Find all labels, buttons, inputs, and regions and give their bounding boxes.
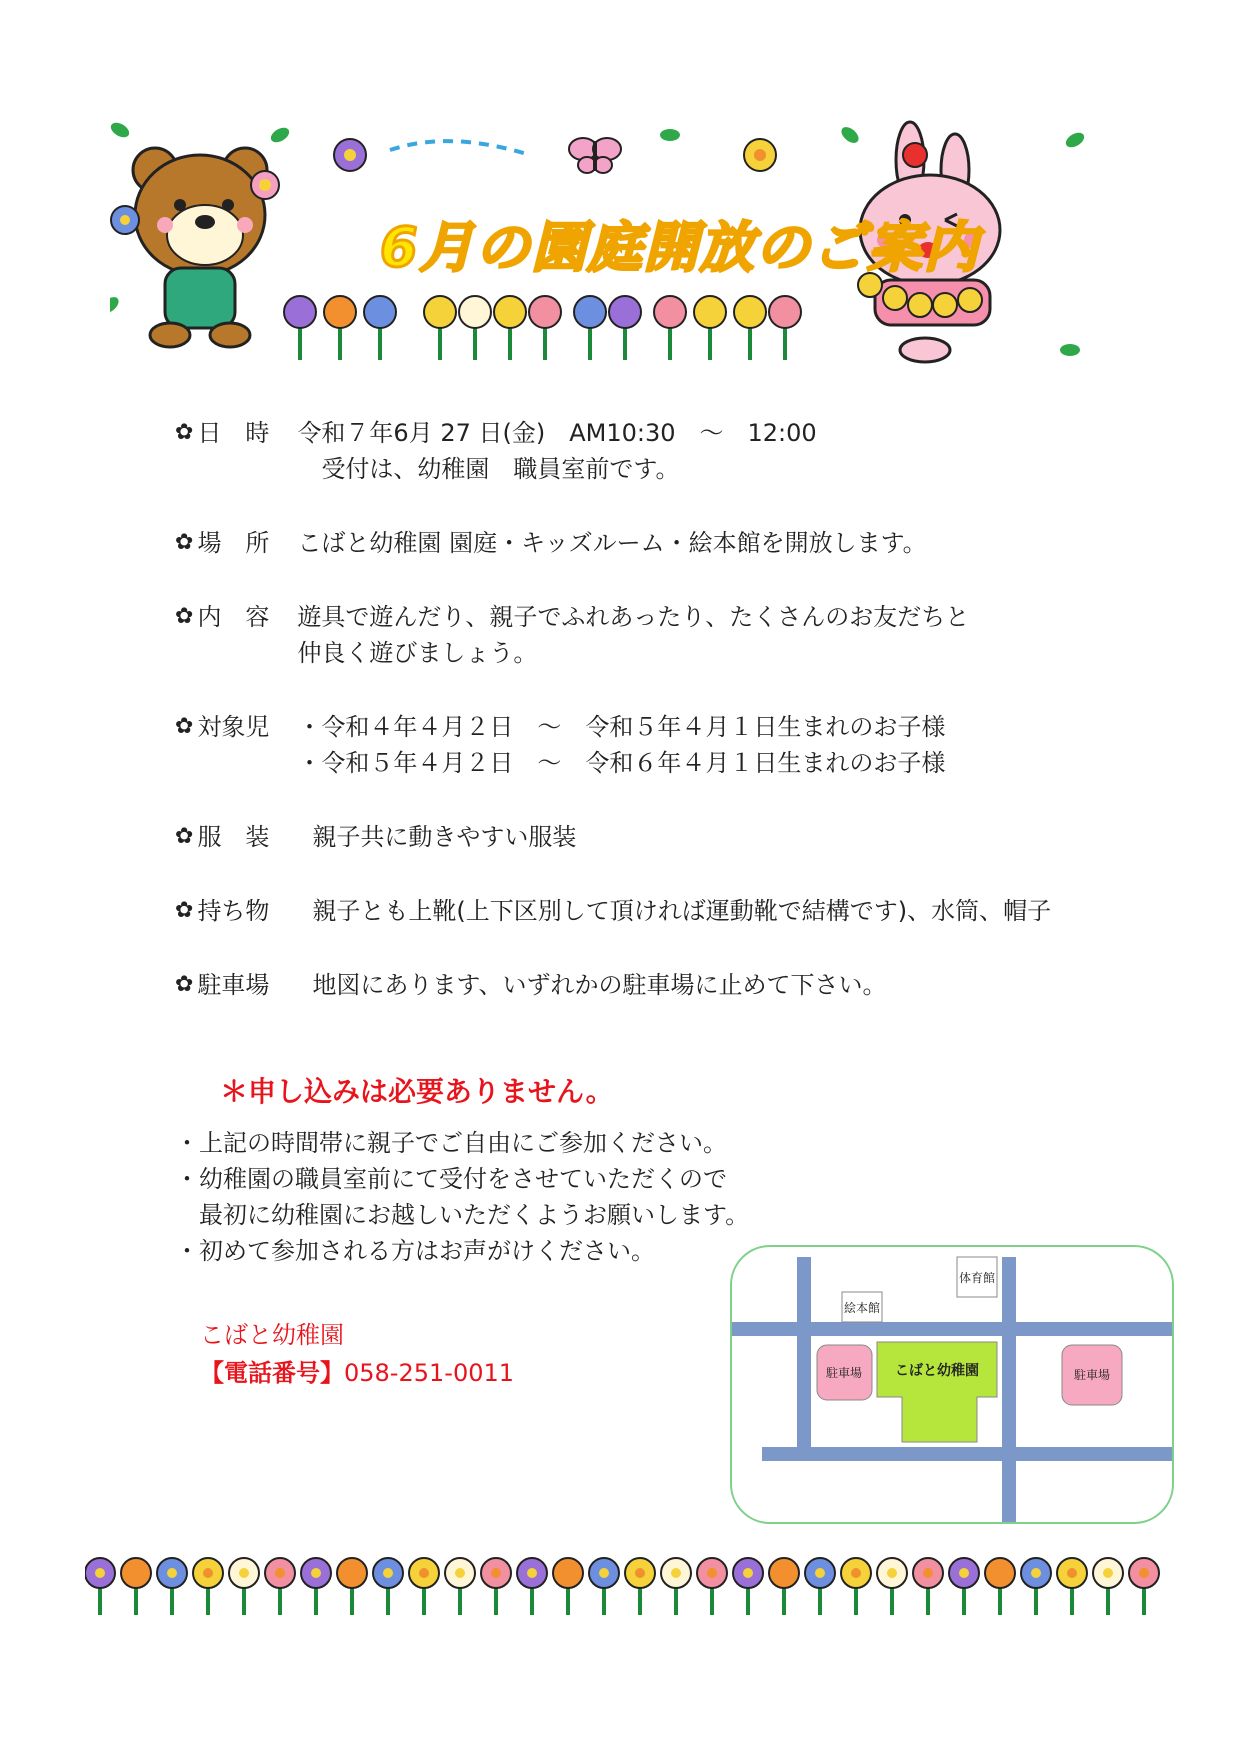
road-vertical-left	[797, 1257, 811, 1457]
row-value: 親子共に動きやすい服装	[312, 823, 577, 851]
row-label: 持ち物	[197, 897, 270, 925]
row-value: 地図にあります、いずれかの駐車場に止めて下さい。	[312, 971, 887, 999]
footer-flower-border	[85, 1545, 1185, 1620]
top-flower-icon	[334, 139, 776, 171]
note-item: 最初に幼稚園にお越しいただくようお願いします。	[175, 1201, 750, 1229]
row-value: 受付は、幼稚園 職員室前です。	[321, 455, 680, 483]
note-item: ・上記の時間帯に親子でご自由にご参加ください。	[175, 1129, 727, 1157]
no-registration-notice: ＊申し込みは必要ありません。	[220, 1075, 614, 1108]
bullet-flower-icon: ✿	[175, 714, 194, 739]
note-item: ・幼稚園の職員室前にて受付をさせていただくので	[175, 1165, 727, 1193]
access-map	[730, 1245, 1174, 1524]
map-label-parking-right: 駐車場	[1073, 1368, 1111, 1382]
phone-number: 058-251-0011	[344, 1359, 515, 1387]
info-row-target	[175, 709, 1125, 781]
flower-row-icon	[284, 296, 801, 360]
map-label-picture-book: 絵本館	[843, 1301, 881, 1315]
row-label: 対象児	[197, 713, 270, 741]
note-item: ・初めて参加される方はお声がけください。	[175, 1237, 655, 1265]
bear-illustration	[111, 148, 279, 347]
bullet-flower-icon: ✿	[175, 824, 194, 849]
info-row-clothing	[175, 819, 1125, 855]
school-name: こばと幼稚園	[200, 1321, 344, 1349]
map-label-parking-left: 駐車場	[825, 1366, 863, 1380]
row-value: 令和７年6月 27 日(金) AM10:30 ～ 12:00	[297, 419, 817, 447]
row-value: ・令和５年４月２日 ～ 令和６年４月１日生まれのお子様	[297, 749, 946, 777]
row-label: 場 所	[197, 529, 270, 557]
bullet-flower-icon: ✿	[175, 530, 194, 555]
footer-flower-icon	[85, 1558, 1159, 1615]
info-list	[175, 415, 1125, 1003]
map-drawing	[732, 1247, 1172, 1522]
phone-label: 【電話番号】	[200, 1359, 344, 1387]
bullet-flower-icon: ✿	[175, 420, 194, 445]
info-row-content	[175, 599, 1125, 671]
bullet-flower-icon: ✿	[175, 972, 194, 997]
row-value: 遊具で遊んだり、親子でふれあったり、たくさんのお友だちと	[297, 603, 970, 631]
row-value: ・令和４年４月２日 ～ 令和５年４月１日生まれのお子様	[297, 713, 946, 741]
row-label: 駐車場	[197, 971, 270, 999]
notes-list	[175, 1125, 749, 1269]
butterfly-icon	[569, 138, 621, 173]
row-value: こばと幼稚園 園庭・キッズルーム・絵本館を開放します。	[297, 529, 927, 557]
row-value: 仲良く遊びましょう。	[297, 639, 538, 667]
school-grounds	[877, 1342, 997, 1442]
info-row-parking	[175, 967, 1125, 1003]
bullet-flower-icon: ✿	[175, 604, 194, 629]
info-row-datetime	[175, 415, 1125, 487]
row-label: 内 容	[197, 603, 270, 631]
row-value: 親子とも上靴(上下区別して頂ければ運動靴で結構です)、水筒、帽子	[312, 897, 1052, 925]
row-label: 日 時	[197, 419, 270, 447]
info-row-place	[175, 525, 1125, 561]
map-label-school: こばと幼稚園	[895, 1363, 979, 1379]
map-label-gym: 体育館	[958, 1271, 996, 1285]
phone-line	[200, 1353, 514, 1388]
info-row-belongings	[175, 893, 1125, 929]
bullet-flower-icon: ✿	[175, 898, 194, 923]
row-label: 服 装	[197, 823, 270, 851]
road-vertical-right	[1002, 1257, 1016, 1522]
road-horizontal-bottom	[762, 1447, 1172, 1461]
page-title: 6月の園庭開放のご案内	[380, 216, 980, 279]
